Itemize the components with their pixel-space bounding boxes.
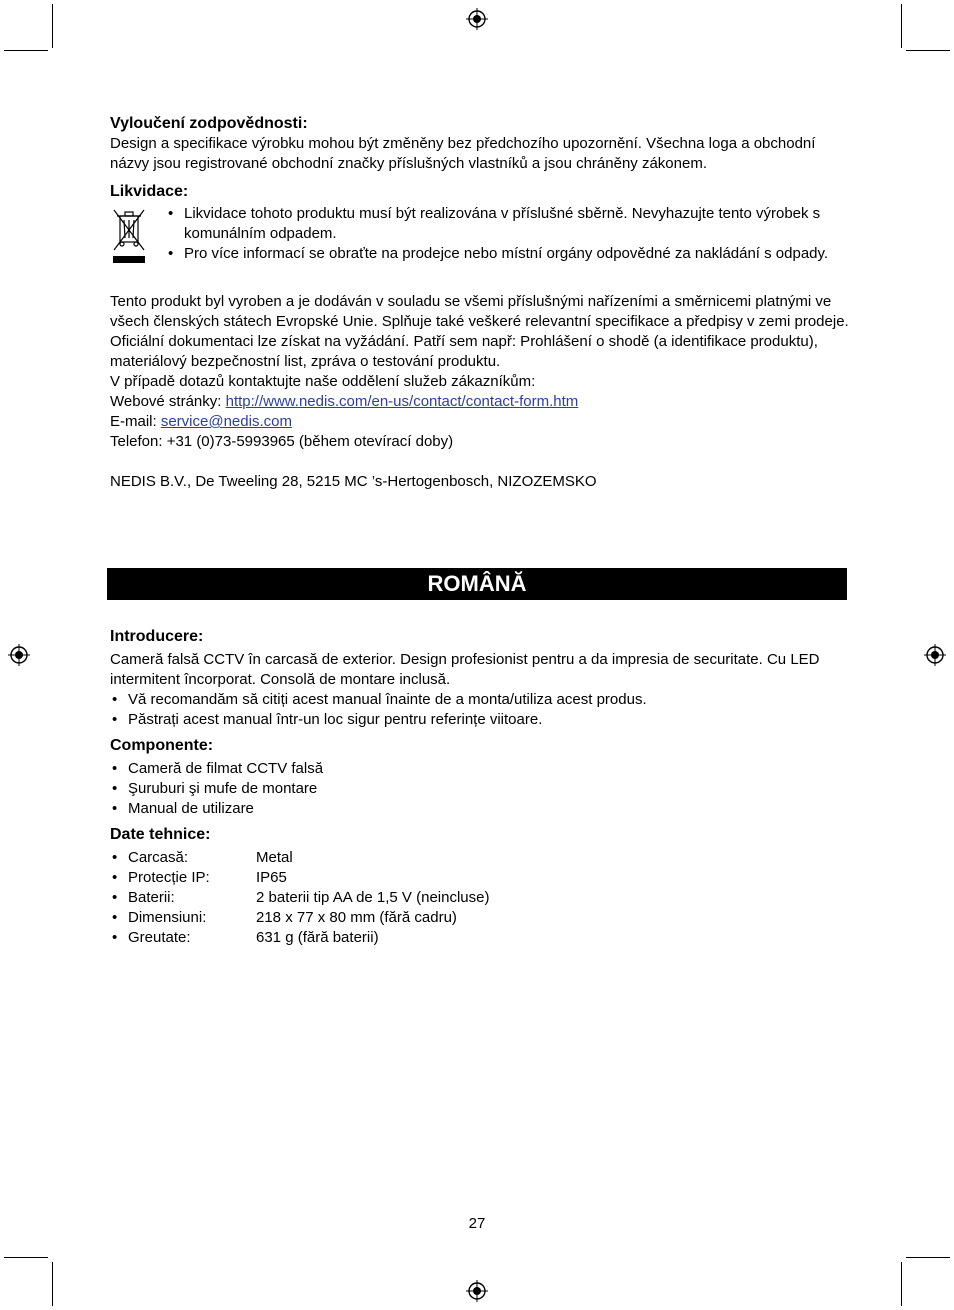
- disclaimer-text: Design a specifikace výrobku mohou být změněny bez předchozího upozornění. Všechna loga a obchodní názvy jsou registrované obchodní značky příslušných vlastníků a jsou chráněny zákonem.: [110, 135, 816, 172]
- intro-text: Cameră falsă CCTV în carcasă de exterior. Design profesionist pentru a da impresia de securitate. Cu LED intermitent încorporat. Consolă de montare inclusă.: [110, 651, 820, 688]
- list-item: • Manual de utilizare: [110, 799, 850, 819]
- spec-label: • Baterii:: [128, 889, 175, 906]
- specs-heading: Date tehnice:: [110, 826, 211, 843]
- specs-list: [110, 848, 850, 948]
- components-heading: Componente:: [110, 737, 214, 754]
- compliance-text: Tento produkt byl vyroben a je dodáván v souladu se všemi příslušnými nařízeními a směrnicemi platnými ve všech členských státech Evropské Unie. Splňuje také veškeré relevantní specifikace a předpisy v zemi prodeje.: [110, 293, 849, 330]
- intro-list: [110, 690, 850, 730]
- crop-mark: [901, 1262, 902, 1306]
- registration-mark-icon: [466, 1280, 488, 1302]
- spec-label: • Protecție IP:: [128, 869, 210, 886]
- email-link[interactable]: service@nedis.com: [160, 413, 292, 430]
- romanian-section: [110, 627, 850, 948]
- intro-heading: Introducere:: [110, 628, 204, 645]
- page-number: 27: [468, 1215, 486, 1232]
- crop-mark: [901, 4, 902, 48]
- crop-mark: [906, 50, 950, 51]
- registration-mark-icon: [466, 8, 488, 30]
- language-banner: ROMÂNĂ: [107, 568, 847, 600]
- czech-section: [110, 114, 850, 492]
- spec-label: • Greutate:: [128, 929, 191, 946]
- web-link[interactable]: http://www.nedis.com/en-us/contact/contact-form.htm: [225, 393, 579, 410]
- crop-mark: [4, 50, 48, 51]
- spec-value: Metal: [256, 849, 293, 866]
- contact-intro: V případě dotazů kontaktujte naše oddělení služeb zákazníkům:: [110, 373, 536, 390]
- web-line: [110, 392, 850, 412]
- registration-mark-icon: [924, 644, 946, 666]
- components-list: [110, 759, 850, 819]
- documentation-text: Oficiální dokumentaci lze získat na vyžádání. Patří sem např: Prohlášení o shodě (a identifikace produktu), materiálový bezpečnostní list, zpráva o testování produktu.: [110, 333, 818, 370]
- crop-mark: [906, 1257, 950, 1258]
- disclaimer-heading: Vyloučení zodpovědnosti:: [110, 115, 308, 132]
- spec-value: IP65: [256, 869, 287, 886]
- spec-label: • Carcasă:: [128, 849, 189, 866]
- spec-row: [110, 928, 850, 948]
- email-line: [110, 412, 850, 432]
- list-item: • Vă recomandăm să citiți acest manual înainte de a monta/utiliza acest produs.: [110, 690, 850, 710]
- spec-row: [110, 888, 850, 908]
- crop-mark: [52, 4, 53, 48]
- spec-value: 218 x 77 x 80 mm (fără cadru): [256, 909, 457, 926]
- email-label: E-mail:: [110, 413, 161, 430]
- list-item: • Şuruburi şi mufe de montare: [110, 779, 850, 799]
- list-item: • Pro více informací se obraťte na prodejce nebo místní orgány odpovědné za nakládání s odpady.: [162, 244, 850, 264]
- spec-value: 2 baterii tip AA de 1,5 V (neincluse): [256, 889, 490, 906]
- spec-row: [110, 848, 850, 868]
- address-line: NEDIS B.V., De Tweeling 28, 5215 MC ’s-Hertogenbosch, NIZOZEMSKO: [110, 473, 597, 490]
- disposal-block: [110, 204, 850, 272]
- spec-value: 631 g (fără baterii): [256, 929, 379, 946]
- weee-bin-icon: [110, 204, 154, 272]
- spec-row: [110, 868, 850, 888]
- list-item: • Păstrați acest manual într-un loc sigur pentru referințe viitoare.: [110, 710, 850, 730]
- spec-label: • Dimensiuni:: [128, 909, 207, 926]
- crop-mark: [4, 1257, 48, 1258]
- disposal-heading: Likvidace:: [110, 183, 189, 200]
- registration-mark-icon: [8, 644, 30, 666]
- phone-line: Telefon: +31 (0)73-5993965 (během otevírací doby): [110, 433, 454, 450]
- list-item: • Likvidace tohoto produktu musí být realizována v příslušné sběrně. Nevyhazujte tento výrobek s komunálním odpadem.: [162, 204, 850, 244]
- disposal-list: [162, 204, 850, 272]
- list-item: • Cameră de filmat CCTV falsă: [110, 759, 850, 779]
- web-label: Webové stránky:: [110, 393, 226, 410]
- spec-row: [110, 908, 850, 928]
- crop-mark: [52, 1262, 53, 1306]
